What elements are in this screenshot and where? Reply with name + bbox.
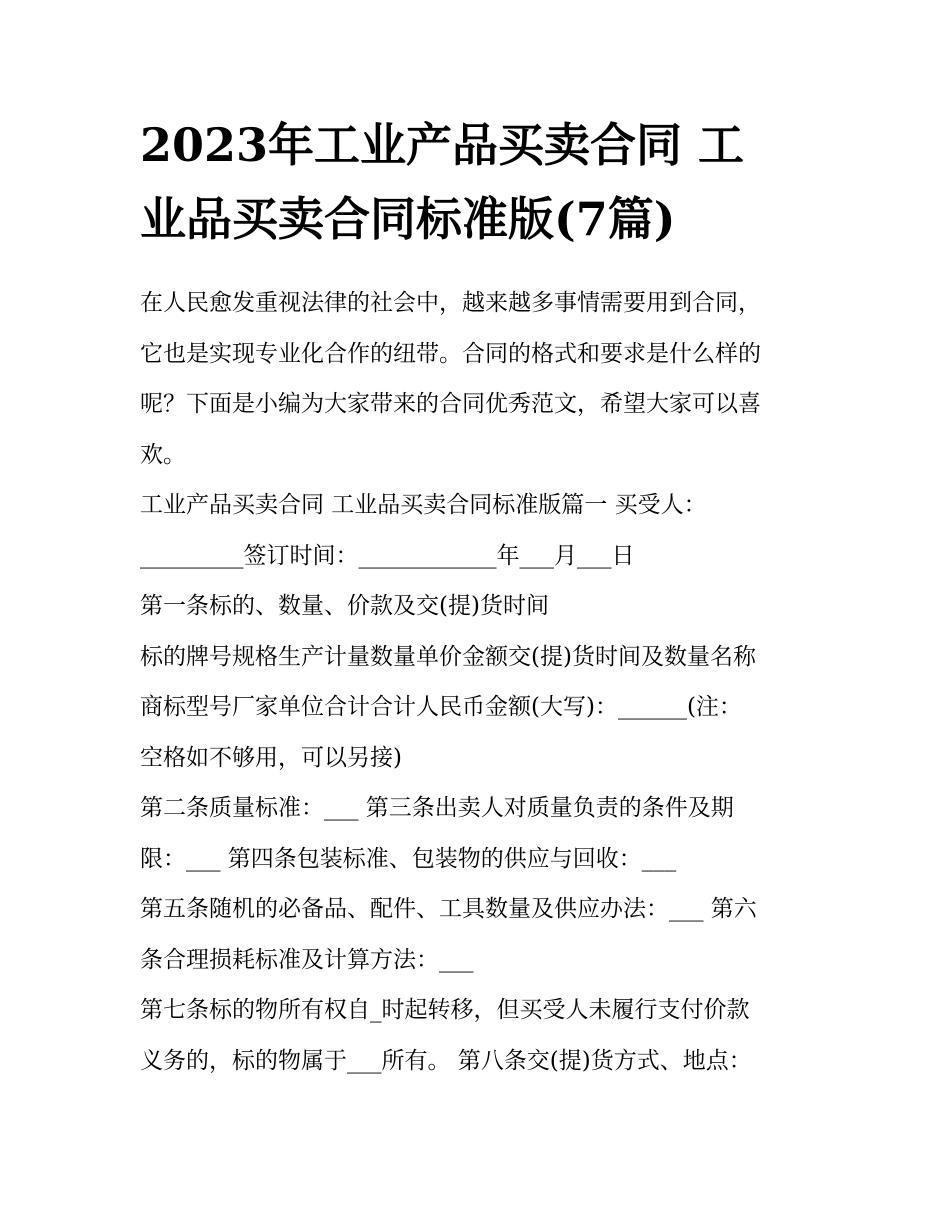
body-line: 工业产品买卖合同 工业品买卖合同标准版篇一 买受人： [140, 492, 707, 518]
body-line: 呢？下面是小编为大家带来的合同优秀范文，希望大家可以喜 [140, 391, 761, 417]
document-body [140, 278, 820, 1086]
title-line: 2023年工业产品买卖合同 工 [140, 118, 745, 172]
body-line: 欢。 [140, 441, 186, 468]
body-line: _________签订时间：____________年___月___日 [140, 542, 635, 569]
body-line: 条合理损耗标准及计算方法：___ [140, 946, 474, 973]
body-line: 在人民愈发重视法律的社会中，越来越多事情需要用到合同， [140, 290, 761, 316]
body-line: 第五条随机的必备品、配件、工具数量及供应办法：___ 第六 [140, 896, 757, 922]
document-title [140, 108, 820, 256]
body-line: 它也是实现专业化合作的纽带。合同的格式和要求是什么样的 [140, 340, 761, 367]
body-line: 第二条质量标准：___ 第三条出卖人对质量负责的条件及期 [140, 795, 734, 821]
document-page [140, 108, 820, 1086]
body-line: 空格如不够用，可以另接) [140, 744, 402, 771]
body-line: 限：___ 第四条包装标准、包装物的供应与回收：___ [140, 845, 677, 872]
body-line: 第一条标的、数量、价款及交(提)货时间 [140, 593, 549, 619]
body-line: 商标型号厂家单位合计合计人民币金额(大写)：______(注： [140, 694, 742, 720]
title-line: 业品买卖合同标准版(7篇) [140, 192, 676, 246]
body-line: 第七条标的物所有权自_时起转移，但买受人未履行支付价款 [140, 997, 750, 1023]
body-line: 义务的，标的物属于___所有。 第八条交(提)货方式、地点： [140, 1047, 752, 1074]
body-line: 标的牌号规格生产计量数量单价金额交(提)货时间及数量名称 [140, 643, 756, 670]
